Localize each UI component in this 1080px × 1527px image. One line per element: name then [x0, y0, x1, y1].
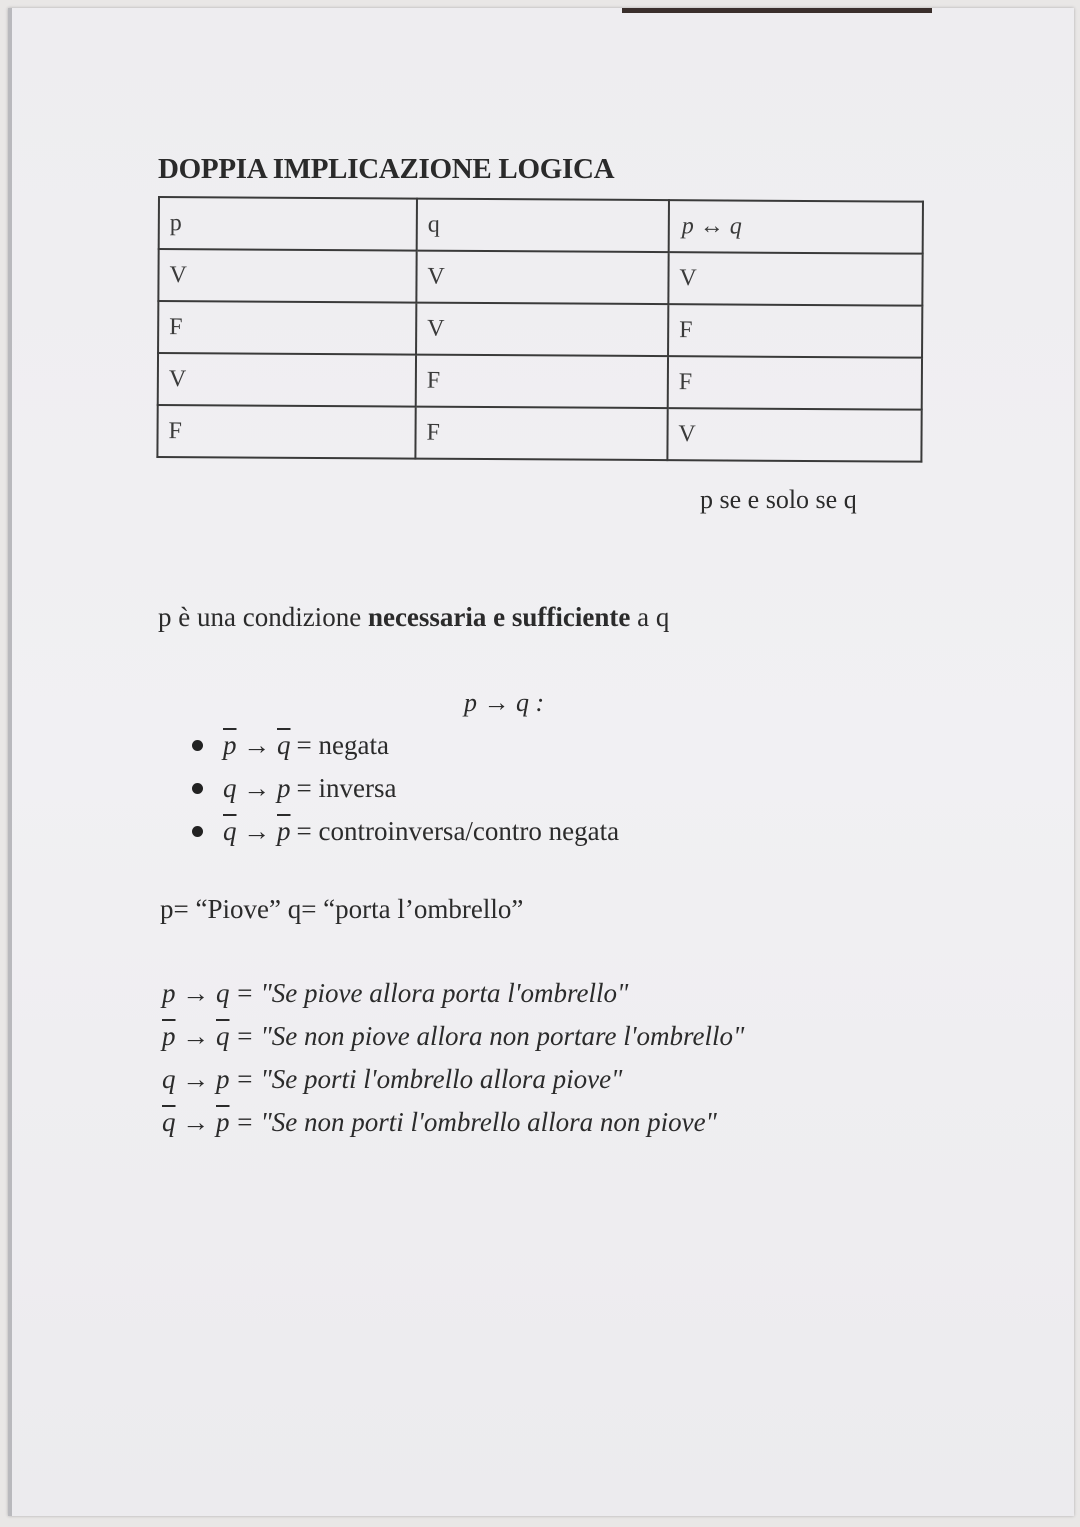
list-item [192, 810, 619, 853]
example-row [162, 1015, 744, 1058]
example-antecedent: $\overline{q}$ [162, 1107, 176, 1137]
table-cell: V [667, 408, 921, 462]
table-note: p se e solo se q [700, 485, 857, 514]
implication-formula: p → q : [464, 688, 545, 717]
example-consequent: q [216, 978, 230, 1008]
table-row [158, 301, 922, 358]
variable-assignment: p= “Piove” q= “porta l’ombrello” [160, 894, 524, 924]
example-expression [162, 1064, 230, 1095]
table-cell: V [416, 251, 668, 305]
form-antecedent: $\overline{q}$ [223, 816, 237, 846]
bullet-icon [192, 826, 203, 837]
arrow-icon: → [243, 730, 271, 760]
condition-sentence [158, 602, 669, 633]
implication-forms-list [192, 724, 619, 853]
table-cell: F [158, 301, 416, 355]
table-cell: V [668, 252, 922, 306]
arrow-icon: → [182, 1021, 210, 1051]
arrow-icon: → [243, 816, 271, 846]
form-expression [223, 730, 291, 761]
arrow-icon: → [182, 978, 210, 1008]
table-cell: F [668, 356, 922, 410]
form-consequent: $\overline{p}$ [277, 816, 291, 846]
example-row [162, 1058, 744, 1101]
examples-list [162, 972, 744, 1144]
binder-strip [622, 8, 932, 13]
condition-suffix: a q [630, 602, 670, 632]
arrow-icon: → [182, 1107, 210, 1137]
example-row [162, 972, 744, 1015]
example-text: = "Se piove allora porta l'ombrello" [235, 978, 629, 1008]
table-header-cell: q [417, 199, 669, 253]
table-header-cell: p [159, 197, 417, 251]
form-expression [223, 773, 291, 804]
table-header-cell: p ↔ q [669, 200, 923, 254]
form-consequent: $\overline{q}$ [277, 730, 291, 760]
form-label: = inversa [296, 773, 397, 803]
form-antecedent: $\overline{p}$ [223, 730, 237, 760]
condition-bold: necessaria e sufficiente [367, 602, 631, 632]
example-row [162, 1101, 744, 1144]
table-cell: F [668, 304, 922, 358]
table-row [158, 249, 922, 306]
bullet-icon [192, 740, 203, 751]
form-expression [223, 816, 291, 847]
list-item [192, 767, 619, 810]
table-cell: V [158, 353, 416, 407]
list-item [192, 724, 619, 767]
form-consequent: p [277, 773, 291, 803]
example-antecedent: q [162, 1064, 176, 1094]
form-label: = controinversa/contro negata [296, 816, 620, 846]
example-text: = "Se porti l'ombrello allora piove" [235, 1064, 623, 1094]
example-consequent: $\overline{q}$ [216, 1021, 230, 1051]
table-row [157, 405, 921, 462]
form-label: = negata [296, 730, 389, 760]
example-expression [162, 1107, 230, 1138]
example-expression [162, 978, 230, 1009]
truth-table [156, 196, 924, 463]
arrow-icon: → [182, 1064, 210, 1094]
example-expression [162, 1021, 230, 1052]
example-text: = "Se non piove allora non portare l'ombrello" [235, 1021, 745, 1051]
table-cell: F [415, 407, 667, 461]
condition-prefix: p è una condizione [158, 602, 368, 632]
example-antecedent: p [162, 978, 176, 1008]
example-antecedent: $\overline{p}$ [162, 1021, 176, 1051]
example-text: = "Se non porti l'ombrello allora non piove" [235, 1107, 717, 1137]
table-cell: F [157, 405, 415, 459]
document-page [8, 8, 1074, 1516]
table-row [158, 353, 922, 410]
table-cell: F [416, 355, 668, 409]
page-title: DOPPIA IMPLICAZIONE LOGICA [158, 153, 615, 185]
example-consequent: p [216, 1064, 230, 1094]
table-header-row [159, 197, 923, 254]
bullet-icon [192, 783, 203, 794]
table-cell: V [416, 303, 668, 357]
example-consequent: $\overline{p}$ [216, 1107, 230, 1137]
form-antecedent: q [223, 773, 237, 803]
arrow-icon: → [243, 773, 271, 803]
table-cell: V [158, 249, 416, 303]
